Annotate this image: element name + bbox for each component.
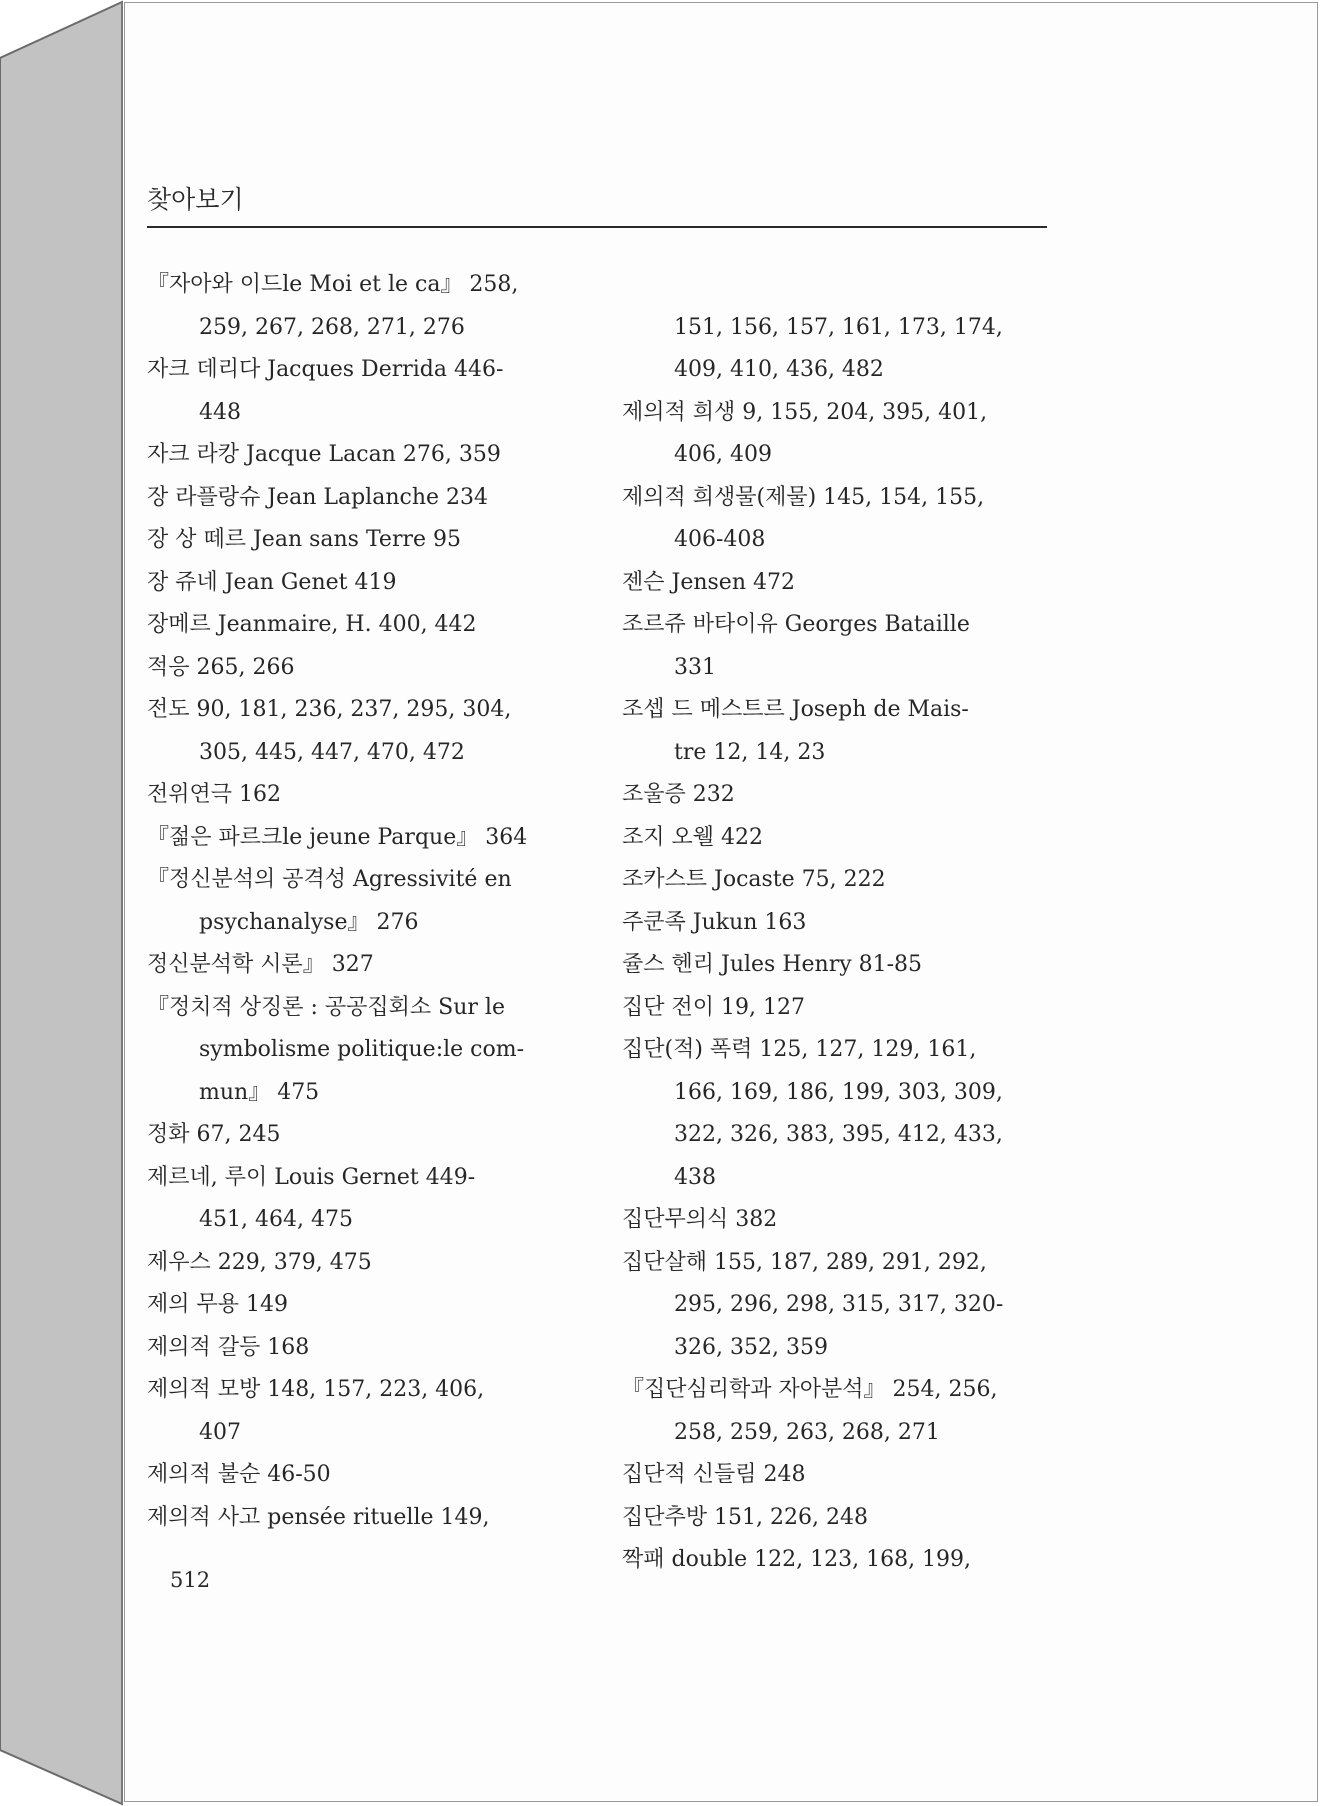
index-entry [622,1539,1062,1582]
heading-divider [147,226,1047,228]
index-entry [622,987,1062,1030]
index-entry [622,1454,1062,1497]
index-entry [147,944,587,987]
index-column-left [147,264,587,1539]
index-entry-continuation: 326, 352, 359 [674,1334,828,1360]
index-entry-line: 『집단심리학과 자아분석』 254, 256, [622,1377,998,1402]
index-entry-line: 정신분석학 시론』 327 [147,952,374,977]
index-entry-line: 제르네, 루이 Louis Gernet 449- [147,1164,476,1190]
index-entry-line: 전위연극 162 [147,782,281,807]
index-entry-line: 장메르 Jeanmaire, H. 400, 442 [147,612,477,637]
index-entry-continuation: 258, 259, 263, 268, 271 [674,1419,940,1445]
index-entry-line: 장 상 떼르 Jean sans Terre 95 [147,527,461,552]
index-entry-line [622,264,1062,307]
index-entry-line: 제의적 사고 pensée rituelle 149, [147,1504,490,1530]
index-entry [622,1199,1062,1242]
index-entry-line: 제의적 모방 148, 157, 223, 406, [147,1377,485,1402]
index-entry [622,1369,1062,1454]
index-entry-continuation: 409, 410, 436, 482 [674,357,884,382]
index-entry-continuation: psychanalyse』 276 [199,909,419,935]
index-entry [147,774,587,817]
index-entry [147,987,587,1115]
index-entry-line: 조지 오웰 422 [622,824,763,850]
index-entry [147,689,587,774]
page-title: 찾아보기 [147,185,244,214]
index-entry [622,689,1062,774]
index-entry [147,1454,587,1497]
book-spine [0,0,130,1806]
index-entry-line: 제의적 희생물(제물) 145, 154, 155, [622,484,985,510]
index-entry-line: 제의적 불순 46-50 [147,1462,331,1487]
index-entry [147,647,587,690]
index-entry-line: 전도 90, 181, 236, 237, 295, 304, [147,697,512,722]
index-entry-continuation: 305, 445, 447, 470, 472 [199,739,465,765]
index-entry-line: 자크 데리다 Jacques Derrida 446- [147,357,504,382]
index-entry-continuation: 407 [199,1419,241,1445]
index-entry [622,264,1062,392]
page-number: 512 [170,1568,211,1592]
index-entry-line: 집단 전이 19, 127 [622,994,805,1020]
index-entry [147,477,587,520]
index-entry [622,604,1062,689]
index-entry-continuation: 259, 267, 268, 271, 276 [199,314,465,340]
index-entry-line: 집단적 신들림 248 [622,1462,806,1487]
index-entry-line: 『젊은 파르크le jeune Parque』 364 [147,824,528,850]
index-entry-continuation: 151, 156, 157, 161, 173, 174, [674,314,1003,340]
index-column-right [622,264,1062,1582]
index-entry-line: 조카스트 Jocaste 75, 222 [622,867,886,892]
index-entry-continuation: 322, 326, 383, 395, 412, 433, [674,1122,1003,1147]
index-entry-line: 『자아와 이드le Moi et le ca』 258, [147,272,519,297]
index-entry-line: 장 라플랑슈 Jean Laplanche 234 [147,484,488,510]
index-entry-continuation: symbolisme politique:le com- [199,1037,525,1062]
index-entry [147,1157,587,1242]
index-entry-line: 제의적 갈등 168 [147,1334,310,1360]
index-entry [147,604,587,647]
index-entry-line: 제의적 희생 9, 155, 204, 395, 401, [622,399,988,425]
index-entry [147,1284,587,1327]
index-entry [622,902,1062,945]
index-entry-continuation: tre 12, 14, 23 [674,739,826,765]
index-entry-line: 집단무의식 382 [622,1207,778,1232]
index-entry [147,434,587,477]
index-entry [147,1369,587,1454]
index-entry [147,1497,587,1540]
index-entry [622,1497,1062,1540]
index-entry [147,349,587,434]
index-entry [622,944,1062,987]
index-entry [622,774,1062,817]
index-entry [147,519,587,562]
index-entry [622,859,1062,902]
index-entry [147,1114,587,1157]
index-entry [147,817,587,860]
index-entry-line: 쥴스 헨리 Jules Henry 81-85 [622,952,923,977]
index-entry-line: 적응 265, 266 [147,654,295,680]
index-entry-continuation: 295, 296, 298, 315, 317, 320- [674,1292,1004,1317]
index-entry-continuation: 448 [199,399,241,425]
index-entry-line: 정화 67, 245 [147,1122,281,1147]
index-entry [147,1242,587,1285]
index-entry-continuation: mun』 475 [199,1079,320,1105]
index-entry-continuation: 451, 464, 475 [199,1207,353,1232]
index-entry-line: 젠슨 Jensen 472 [622,569,795,595]
index-entry-line: 집단(적) 폭력 125, 127, 129, 161, [622,1037,977,1062]
index-entry-line: 주쿤족 Jukun 163 [622,909,807,935]
index-entry-line: 자크 라캉 Jacque Lacan 276, 359 [147,442,501,467]
index-entry-continuation: 406, 409 [674,442,772,467]
index-entry [622,562,1062,605]
index-entry [622,1242,1062,1370]
index-entry [147,859,587,944]
index-entry-line: 집단살해 155, 187, 289, 291, 292, [622,1249,987,1275]
index-entry [147,562,587,605]
index-entry-line: 집단추방 151, 226, 248 [622,1504,868,1530]
index-entry-line: 조셉 드 메스트르 Joseph de Mais- [622,697,969,722]
index-entry [622,392,1062,477]
index-entry-line: 제의 무용 149 [147,1292,288,1317]
index-entry-line: 짝패 double 122, 123, 168, 199, [622,1547,972,1572]
index-entry-line: 『정치적 상징론 : 공공집회소 Sur le [147,994,505,1020]
index-entry-line: 조르쥬 바타이유 Georges Bataille [622,612,970,637]
index-entry-line: 『정신분석의 공격성 Agressivité en [147,867,512,892]
index-entry [622,817,1062,860]
index-entry [147,264,587,349]
index-entry-continuation: 331 [674,654,716,680]
index-entry-line: 장 쥬네 Jean Genet 419 [147,569,397,595]
index-entry [622,1029,1062,1199]
index-entry [147,1327,587,1370]
index-entry-continuation: 406-408 [674,527,766,552]
index-entry-line: 조울증 232 [622,782,735,807]
index-entry-continuation: 166, 169, 186, 199, 303, 309, [674,1079,1003,1105]
index-entry-continuation: 438 [674,1164,716,1190]
index-entry [622,477,1062,562]
index-entry-line: 제우스 229, 379, 475 [147,1249,372,1275]
